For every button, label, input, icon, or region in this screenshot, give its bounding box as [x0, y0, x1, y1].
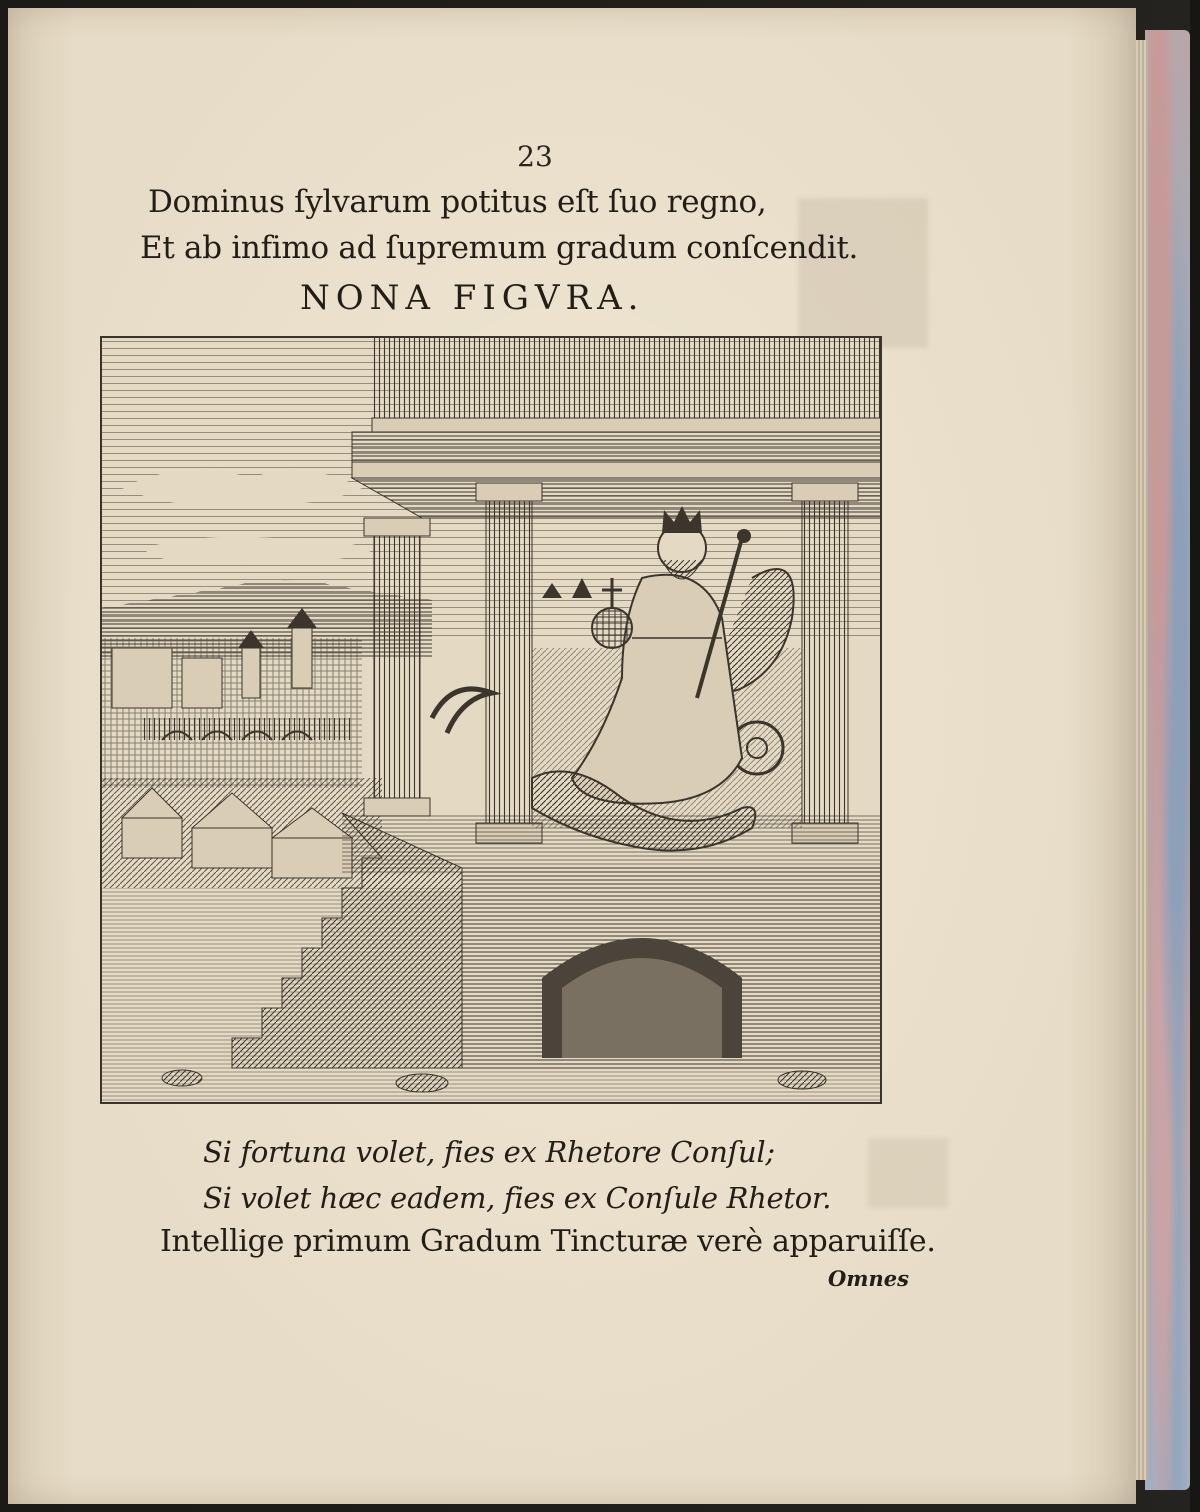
marbled-edge: [1145, 30, 1190, 1490]
motto-line-2: Si volet hæc eadem, fies ex Conſule Rhetor.: [203, 1181, 832, 1215]
heading-line-1: Dominus ſylvarum potitus eſt ſuo regno,: [148, 184, 767, 220]
city-view: [102, 608, 382, 888]
page-number: 23: [517, 140, 553, 173]
catchword: Omnes: [828, 1266, 909, 1291]
heading-line-2: Et ab infimo ad ſupremum gradum conſcendit.: [140, 230, 859, 266]
show-through: [798, 198, 928, 348]
motto-line-1: Si fortuna volet, fies ex Rhetore Conſul;: [203, 1135, 775, 1169]
figure-title: NONA FIGVRA.: [300, 278, 645, 318]
show-through: [868, 1138, 948, 1208]
closing-line: Intellige primum Gradum Tincturæ verè apparuiſſe.: [160, 1224, 936, 1259]
engraving-svg: [102, 338, 880, 1102]
engraving-illustration: [100, 336, 882, 1104]
